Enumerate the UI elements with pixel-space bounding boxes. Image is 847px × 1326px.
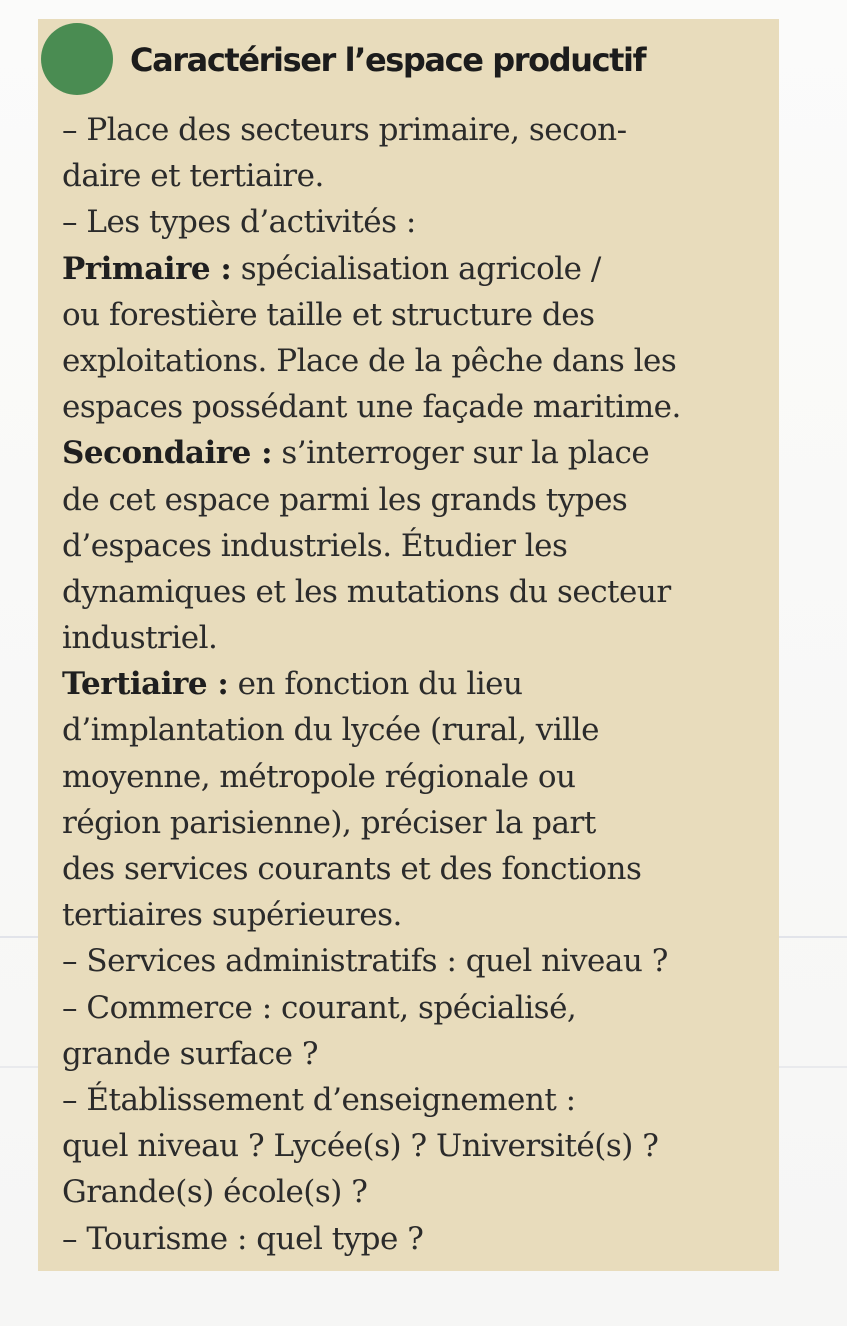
section-label: Tertiaire : [62,666,229,703]
line-text: – Les types d’activités : [62,204,416,241]
card-header [38,19,779,109]
text-line [62,246,774,292]
line-text: daire et tertiaire. [62,158,324,195]
text-line [62,1031,774,1077]
line-text: d’implantation du lycée (rural, ville [62,712,599,749]
text-line [62,846,774,892]
line-text: – Tourisme : quel type ? [62,1220,424,1257]
text-line [62,707,774,753]
text-line [62,153,774,199]
text-line [62,985,774,1031]
text-line [62,338,774,384]
text-line [62,569,774,615]
line-text: espaces possédant une façade maritime. [62,389,681,426]
section-label: Primaire : [62,250,232,287]
text-line [62,477,774,523]
text-line [62,1169,774,1215]
text-line [62,523,774,569]
text-line [62,384,774,430]
line-text: s’interroger sur la place [272,435,650,472]
text-line [62,661,774,707]
text-line [62,1123,774,1169]
line-text: moyenne, métropole régionale ou [62,758,576,795]
line-text: des services courants et des fonctions [62,851,642,887]
line-text: – Place des secteurs primaire, secon- [62,112,627,148]
text-line [62,615,774,661]
section-label: Secondaire : [62,435,273,472]
line-text: industriel. [62,620,218,657]
text-line [62,800,774,846]
line-text: exploitations. Place de la pêche dans les [62,342,677,379]
text-line [62,430,774,476]
text-line [62,938,774,984]
text-line [62,107,774,153]
line-text: – Établissement d’enseignement : [62,1081,576,1118]
line-text: d’espaces industriels. Étudier les [62,527,568,564]
text-line [62,754,774,800]
green-circle-icon [41,23,113,95]
line-text: en fonction du lieu [228,666,523,703]
text-line [62,199,774,245]
line-text: dynamiques et les mutations du secteur [62,573,671,610]
line-text: de cet espace parmi les grands types [62,481,628,518]
line-text: spécialisation agricole / [231,250,601,287]
line-text: quel niveau ? Lycée(s) ? Université(s) ? [62,1128,659,1165]
info-card [38,19,779,1271]
text-line [62,292,774,338]
card-body [62,107,774,1262]
text-line [62,892,774,938]
line-text: Grande(s) école(s) ? [62,1174,368,1211]
text-line [62,1216,774,1262]
line-text: – Services administratifs : quel niveau ? [62,943,668,980]
line-text: ou forestière taille et structure des [62,296,595,333]
line-text: région parisienne), préciser la part [62,804,596,841]
line-text: – Commerce : courant, spécialisé, [62,989,577,1026]
line-text: grande surface ? [62,1035,318,1072]
line-text: tertiaires supérieures. [62,897,402,934]
text-line [62,1077,774,1123]
card-title: Caractériser l’espace productif [130,41,646,79]
